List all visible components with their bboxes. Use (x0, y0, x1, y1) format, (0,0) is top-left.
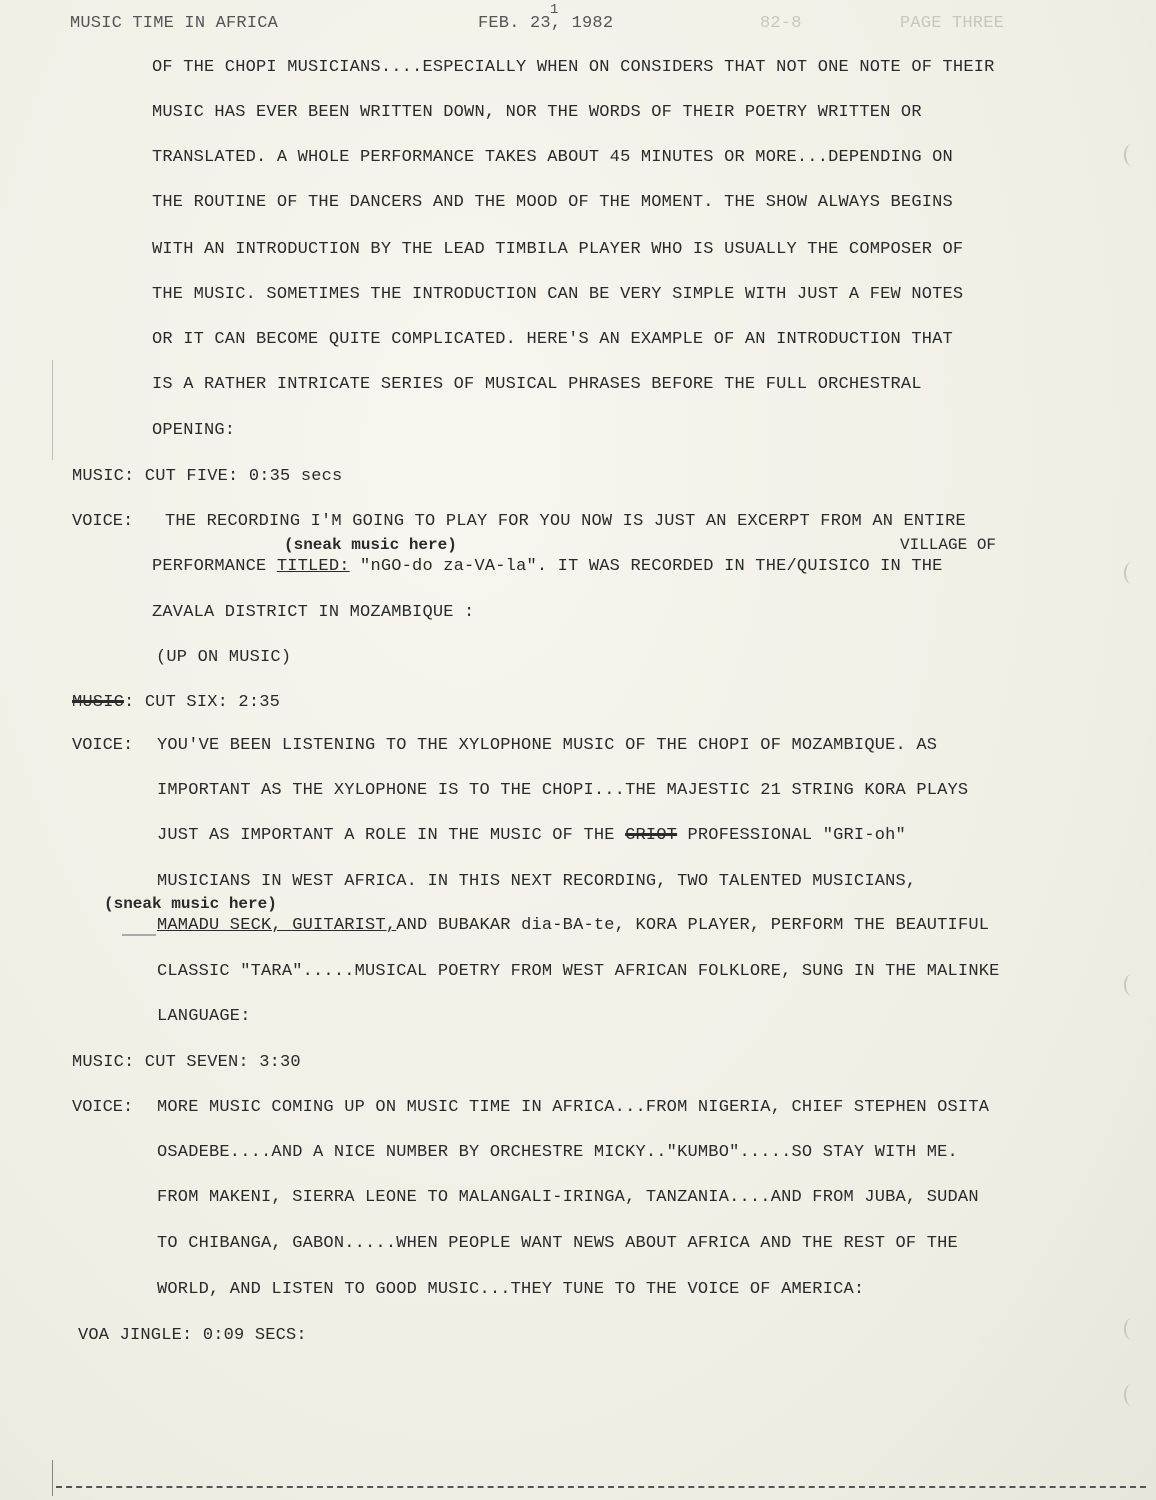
header-program: MUSIC TIME IN AFRICA (70, 14, 279, 33)
struck-word: GRIOT (625, 826, 678, 845)
voice4-line: TO CHIBANGA, GABON.....WHEN PEOPLE WANT NEWS ABOUT AFRICA AND THE REST OF THE (157, 1234, 958, 1253)
sneak-music-insert: (sneak music here) (104, 895, 277, 913)
para1-line: OPENING: (152, 421, 236, 440)
voice3-line: CLASSIC "TARA".....MUSICAL POETRY FROM WEST AFRICAN FOLKLORE, SUNG IN THE MALINKE (157, 962, 1000, 981)
voice2-line: ZAVALA DISTRICT IN MOZAMBIQUE : (152, 603, 475, 622)
voice3-line3-start: JUST AS IMPORTANT A ROLE IN THE MUSIC OF THE (157, 826, 626, 845)
sneak-music-insert: (sneak music here) (284, 536, 457, 554)
para1-line: TRANSLATED. A WHOLE PERFORMANCE TAKES ABOUT 45 MINUTES OR MORE...DEPENDING ON (152, 148, 953, 167)
voice3-line3-end: PROFESSIONAL "GRI-oh" (677, 826, 906, 845)
voice-label: VOICE: (72, 736, 134, 755)
underline-mark (122, 934, 156, 936)
voice4-line: WORLD, AND LISTEN TO GOOD MUSIC...THEY TUNE TO THE VOICE OF AMERICA: (157, 1280, 865, 1299)
punch-hole-mark (1124, 562, 1140, 584)
voice2-line2-end: IN THE/QUISICO IN THE (713, 557, 943, 576)
header-date-prefix: FEB. 2 (478, 14, 541, 33)
margin-line (52, 360, 53, 460)
voice3-line: YOU'VE BEEN LISTENING TO THE XYLOPHONE MUSIC OF THE CHOPI OF MOZAMBIQUE. AS (157, 736, 938, 755)
para1-line: IS A RATHER INTRICATE SERIES OF MUSICAL PHRASES BEFORE THE FULL ORCHESTRAL (152, 375, 922, 394)
para1-line: THE MUSIC. SOMETIMES THE INTRODUCTION CAN BE VERY SIMPLE WITH JUST A FEW NOTES (152, 285, 964, 304)
voice3-line5-end: AND BUBAKAR dia-BA-te, KORA PLAYER, PERFORM THE BEAUTIFUL (396, 916, 990, 935)
voice2-line2-mid: "nGO-do za-VA-la". IT WAS RECORDED (349, 557, 714, 576)
music-cue-six-text: : CUT SIX: 2:35 (124, 693, 281, 712)
voice4-line: MORE MUSIC COMING UP ON MUSIC TIME IN AFRICA...FROM NIGERIA, CHIEF STEPHEN OSITA (157, 1098, 990, 1117)
voice4-line: FROM MAKENI, SIERRA LEONE TO MALANGALI-IRINGA, TANZANIA....AND FROM JUBA, SUDAN (157, 1188, 979, 1207)
voice3-line (157, 826, 906, 846)
voa-jingle-cue: VOA JINGLE: 0:09 SECS: (78, 1326, 307, 1345)
punch-hole-mark (1124, 974, 1140, 996)
margin-line (52, 1460, 53, 1496)
voice2-titled: TITLED: (276, 557, 350, 576)
para1-line: WITH AN INTRODUCTION BY THE LEAD TIMBILA PLAYER WHO IS USUALLY THE COMPOSER OF (152, 240, 964, 259)
punch-hole-mark (1124, 1384, 1140, 1406)
voice3-line: IMPORTANT AS THE XYLOPHONE IS TO THE CHOPI...THE MAJESTIC 21 STRING KORA PLAYS (157, 781, 969, 800)
header-date-handwritten-digit: 1 (550, 2, 559, 18)
para1-line: OF THE CHOPI MUSICIANS....ESPECIALLY WHEN ON CONSIDERS THAT NOT ONE NOTE OF THEIR (152, 58, 995, 77)
voice2-line: (UP ON MUSIC) (156, 648, 292, 667)
voice2-line: THE RECORDING I'M GOING TO PLAY FOR YOU NOW IS JUST AN EXCERPT FROM AN ENTIRE (165, 512, 966, 531)
music-cue-five: MUSIC: CUT FIVE: 0:35 secs (72, 467, 343, 486)
voice3-line: LANGUAGE: (157, 1007, 251, 1026)
header-date (478, 2, 614, 34)
voice3-line5-underlined: MAMADU SECK, GUITARIST, (157, 916, 397, 935)
voice2-line2-start: PERFORMANCE (152, 557, 277, 576)
para1-line: OR IT CAN BECOME QUITE COMPLICATED. HERE'S AN EXAMPLE OF AN INTRODUCTION THAT (152, 330, 953, 349)
struck-label: MUSIC (72, 693, 125, 712)
voice-label: VOICE: (72, 512, 134, 531)
header-date-rest: 3, 1982 (540, 14, 614, 33)
voice3-line (157, 916, 989, 936)
para1-line: THE ROUTINE OF THE DANCERS AND THE MOOD OF THE MOMENT. THE SHOW ALWAYS BEGINS (152, 193, 953, 212)
punch-hole-mark (1124, 1318, 1140, 1340)
punch-hole-mark (1124, 144, 1140, 166)
music-cue-six (72, 693, 280, 713)
header-code: 82-8 (760, 14, 802, 33)
music-cue-seven: MUSIC: CUT SEVEN: 3:30 (72, 1053, 301, 1072)
header-page: PAGE THREE (900, 14, 1005, 33)
village-of-insert: VILLAGE OF (900, 536, 997, 554)
bottom-dashed-rule (56, 1486, 1146, 1488)
para1-line: MUSIC HAS EVER BEEN WRITTEN DOWN, NOR THE WORDS OF THEIR POETRY WRITTEN OR (152, 103, 922, 122)
voice2-line (152, 557, 943, 577)
voice3-line: MUSICIANS IN WEST AFRICA. IN THIS NEXT RECORDING, TWO TALENTED MUSICIANS, (157, 872, 917, 891)
voice4-line: OSADEBE....AND A NICE NUMBER BY ORCHESTRE MICKY.."KUMBO".....SO STAY WITH ME. (157, 1143, 958, 1162)
voice-label: VOICE: (72, 1098, 134, 1117)
